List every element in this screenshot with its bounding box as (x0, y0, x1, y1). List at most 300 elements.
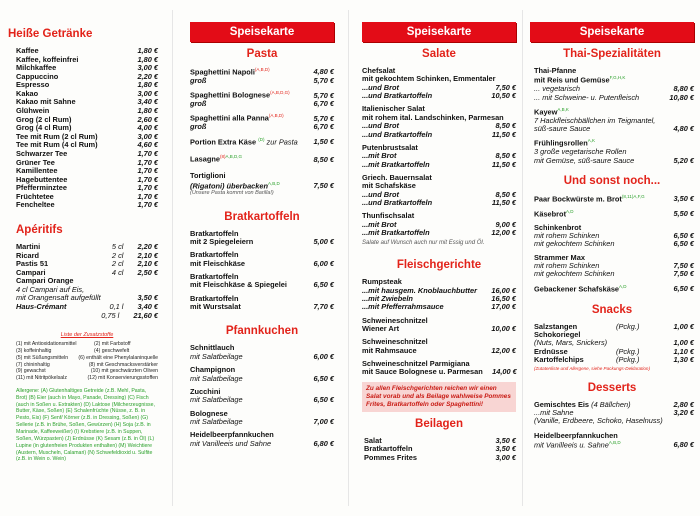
pfann-desc-price: 6,50 € (313, 395, 334, 405)
salad-option-label: ...mit Bratkartoffeln (362, 228, 430, 238)
pfann-desc-label: mit Salatbeilage (190, 395, 243, 405)
additive-row (16, 375, 158, 382)
bockwurst-price: 3,50 € (673, 194, 694, 204)
salate-list (362, 67, 516, 237)
pasta-large (190, 123, 334, 131)
haus-cremant-price1: 3,40 € (137, 302, 158, 311)
tortiglioni-price: 7,50 € (313, 181, 334, 191)
drink-item-label: Früchtetee (16, 191, 54, 201)
bratkartoffeln-title: Bratkartoffeln (224, 210, 300, 223)
snack-name: Salzstangen (534, 321, 578, 331)
fleisch-item (362, 317, 516, 334)
strammer-option (534, 270, 694, 278)
drink-item-price: 4,60 € (137, 140, 158, 150)
portion-cheese: Portion Extra Käse (190, 137, 257, 147)
pfann-item (190, 344, 334, 361)
additive: (8) mit Geschmacksverstärker (88, 361, 158, 368)
strammer-max-options (534, 262, 694, 279)
brat-desc-price: 6,00 € (313, 258, 334, 268)
beilagen-title: Beilagen (415, 417, 463, 430)
aperitifs-list (16, 243, 158, 277)
rumpsteak-option-price: 16,50 € (491, 293, 516, 303)
salad-option-price: 7,50 € (495, 82, 516, 92)
pasta-large-label: groß (190, 75, 207, 85)
drink-item-price: 1,70 € (137, 191, 158, 201)
thai-pfanne-item: Thai-Pfanne mit Reis und Gemüse$^{F,G,H,K}$ ... vegetarisch 8,80 € ... mit Schweine- u. Putenfleisch 10,80 € (534, 65, 694, 102)
hot-drinks-list (16, 47, 158, 210)
drink-item-label: Kamillentee (16, 166, 58, 176)
snacks-note: (Zutatenliste und Allergene, siehe Packungs-Deklaration) (534, 366, 651, 372)
rumpsteak-option-label: ...mit hausgem. Knoblauchbutter (362, 285, 477, 295)
pasta-name: Spaghettini alla Panna (190, 113, 269, 123)
strammer-max-name: Strammer Max (534, 252, 585, 262)
salad-option-price: 11,50 € (491, 129, 516, 139)
aperitif-price: 2,10 € (137, 259, 158, 269)
pfannkuchen-list (190, 344, 334, 448)
aperitif-volume: 2 cl (111, 250, 124, 260)
thai-pfanne-desc: mit Reis und Gemüse (534, 75, 610, 85)
aperitif-name: Campari (16, 267, 46, 277)
thai-option-price: 8,80 € (673, 84, 694, 94)
rumpsteak-name: Rumpsteak (362, 277, 402, 287)
beilage-item-price: 3,50 € (495, 444, 516, 454)
drink-item-price: 1,80 € (137, 54, 158, 64)
drink-item-label: Kakao (16, 88, 39, 98)
pasta-allergens: (A,B,D) (254, 66, 270, 72)
pasta-large-price: 6,70 € (313, 99, 334, 108)
column-pasta: Speisekarte Pasta Spaghettini Napoli$^{(A,B,D)}$ 4,80 € groß 5,70 € Spaghettini Bolognese$^{(A,B,D,G)}$ 5,70 € groß 6,70 € Spaghettini alla Panna$^{(A,B,D)}$ 5,70 € groß 6,70 € Portion Extra Käse $^{(D)}$ zur Pasta 1,50 € Lasagne$^{(8)A,B,D,G}$ 8,50 € Tortiglioni (Rigatoni) überbacken$^{A,B,D}$ 7,50 € (Unsere Pasta kommt von Barilla!) Bratkartoffeln Bratkartoffeln mit 2 Spiegeleiern 5,00 € Bratkartoffeln mit Fleischkäse 6,00 € Bratkartoffeln mit Fleischkäse & Spiegelei 6,50 € Bratkartoffeln mit Wurstsalat 7,70 € Pfannkuchen Schnittlauch mit Salatbeilage 6,00 € Champignon mit Salatbeilage 6,50 € Zucchini mit Salatbeilage 6,50 € Bolognese mit Salatbeilage 7,00 € Heidelbeerpfannkuchen mit Vanilleeis und Sahne 6,80 € (176, 0, 344, 516)
additive: (6) enthält eine Phenylalaninquelle (78, 354, 158, 361)
brat-desc-price: 6,50 € (313, 280, 334, 290)
brat-desc-label: mit Fleischkäse (190, 258, 246, 268)
schinkenbrot-option-label: mit gekochtem Schinken (534, 239, 615, 249)
snack-price: 1,00 € (673, 321, 694, 331)
salad-desc: mit gekochtem Schinken, Emmentaler (362, 74, 496, 84)
spring-rolls-price: 5,20 € (673, 155, 694, 165)
campari-orange-name: Campari Orange (16, 276, 74, 286)
pasta-allergens: (A,B,D,G) (270, 90, 290, 96)
desserts-title: Desserts (587, 381, 637, 394)
sonst-title: Und sonst noch... (563, 174, 661, 187)
fleisch-desc-price: 12,00 € (491, 345, 516, 355)
fleisch-name: Schweineschnitzel (362, 337, 428, 347)
schinkenbrot-option (534, 240, 694, 248)
salad-option (362, 131, 516, 139)
schinkenbrot-option-price: 6,50 € (673, 230, 694, 240)
column-divider (348, 10, 349, 506)
rumpsteak-option-price: 16,00 € (491, 285, 516, 295)
salad-item (362, 212, 516, 237)
campari-orange-item (16, 277, 158, 320)
salad-option-label: ...mit Brot (362, 151, 397, 161)
salad-option-label: ...und Brot (362, 189, 399, 199)
bratkartoffeln-list (190, 230, 334, 312)
pfann-desc-label: mit Salatbeilage (190, 351, 243, 361)
lasagne-price: 8,50 € (313, 154, 334, 164)
column-drinks (0, 0, 172, 516)
mixed-ice-note: (4 Bällchen) (591, 399, 631, 409)
salad-item (362, 105, 516, 138)
pasta-title: Pasta (246, 48, 278, 60)
salad-option-price: 10,50 € (491, 91, 516, 101)
salad-option-label: ...und Bratkartoffeln (362, 91, 433, 101)
drink-item-price: 1,80 € (137, 106, 158, 116)
drink-item-price: 3,00 € (137, 88, 158, 98)
aperitif-price: 2,20 € (137, 241, 158, 251)
pfann-desc-label: mit Salatbeilage (190, 416, 243, 426)
campari-orange-price: 3,50 € (137, 293, 158, 303)
aperitif-right (112, 269, 158, 278)
campari-orange-desc2: mit Orangensaft aufgefüllt (16, 293, 101, 303)
aperitif-name: Martini (16, 241, 41, 251)
drink-item-label: Espresso (16, 80, 50, 90)
spring-rolls-desc1: 3 große vegetarische Rollen (534, 147, 627, 157)
snack-name: Kartoffelchips (534, 355, 584, 365)
rumpsteak-options (362, 287, 516, 312)
pasta-item (190, 113, 334, 131)
salad-desc: mit Schafskäse (362, 181, 416, 191)
rumpsteak-item (362, 278, 516, 311)
brat-desc-label: mit 2 Spiegeleiern (190, 236, 254, 246)
fleisch-desc-price: 10,00 € (491, 324, 516, 333)
brat-item (190, 295, 334, 312)
salad-desc: mit rohem ital. Landschinken, Parmesan (362, 112, 504, 122)
thai-option-price: 10,80 € (669, 92, 694, 102)
schinkenbrot-name: Schinkenbrot (534, 222, 582, 232)
pasta-price: 4,80 € (313, 67, 334, 77)
salad-item (362, 174, 516, 207)
pfann-name: Zucchini (190, 386, 221, 396)
rumpsteak-option (362, 303, 516, 311)
brat-desc (190, 238, 334, 246)
brat-desc-price: 5,00 € (313, 236, 334, 246)
tortiglioni-name: Tortiglioni (190, 171, 226, 181)
drink-item-price: 1,70 € (137, 200, 158, 210)
fleisch-desc (362, 368, 516, 376)
salad-name: Griech. Bauernsalat (362, 172, 432, 182)
pfann-desc (190, 440, 334, 448)
snack-price: 1,00 € (673, 338, 694, 348)
pfann-desc-price: 6,50 € (313, 373, 334, 383)
salad-name: Italienischer Salat (362, 104, 425, 114)
drink-item-label: Fencheltee (16, 200, 55, 210)
strammer-option-price: 7,50 € (673, 269, 694, 279)
thai-option-label: ... mit Schweine- u. Putenfleisch (534, 92, 640, 102)
meat-side-note: Zu allen Fleischgerichten reichen wir einen Salat vorab und als Beilage wahlweise Pommes Frites, Bratkartoffeln oder Spaghettini! (362, 382, 516, 412)
pasta-price: 5,70 € (313, 90, 334, 100)
portion-cheese-note: zur Pasta (266, 137, 298, 147)
haus-cremant-price2: 21,60 € (133, 310, 158, 320)
menu-banner: Speisekarte (530, 22, 694, 42)
salad-name: Chefsalat (362, 65, 396, 75)
salad-option-price: 11,50 € (491, 198, 516, 208)
tortiglioni-desc: (Rigatoni) überbacken (190, 181, 269, 191)
schinkenbrot-options (534, 232, 694, 249)
haus-cremant-vol2: 0,75 l (101, 310, 120, 320)
strammer-option-label: mit gekochtem Schinken (534, 269, 615, 279)
drink-item-price: 1,70 € (137, 166, 158, 176)
salad-option-label: ...mit Brot (362, 219, 397, 229)
fleisch-name: Schweineschnitzel Parmigiana (362, 359, 470, 369)
pfann-item (190, 410, 334, 427)
pfann-name: Schnittlauch (190, 343, 235, 353)
salate-title: Salate (422, 48, 456, 60)
additive-row (16, 362, 158, 369)
schafskaese-name: Gebackener Schafskäse (534, 284, 620, 294)
brat-desc (190, 281, 334, 289)
drink-item (16, 201, 158, 210)
snack-name: Erdnüsse (534, 346, 568, 356)
pasta-price: 5,70 € (313, 113, 334, 123)
fleisch-name: Schweineschnitzel (362, 315, 428, 325)
drink-item-label: Milchkaffee (16, 63, 57, 73)
pasta-item (190, 90, 334, 108)
drink-item-price: 1,70 € (137, 174, 158, 184)
drink-item-label: Grog (4 cl Rum) (16, 123, 72, 133)
thai-option-label: ... vegetarisch (534, 84, 581, 94)
fleisch-desc-label: mit Rahmsauce (362, 345, 417, 355)
mixed-ice-price: 2,80 € (673, 399, 694, 409)
brat-desc (190, 303, 334, 311)
salad-option (362, 161, 516, 169)
aperitif-name: Pastis 51 (16, 259, 49, 269)
campari-orange-desc1: 4 cl Campari auf Eis, (16, 284, 85, 294)
drink-item-price: 4,00 € (137, 123, 158, 133)
thai-option (534, 94, 694, 102)
aperitif-volume: 2 cl (111, 259, 124, 269)
salad-option-price: 8,50 € (495, 121, 516, 131)
thai-pfanne-options (534, 85, 694, 102)
thai-pfanne-name: Thai-Pfanne (534, 65, 577, 75)
lasagne-name: Lasagne (190, 154, 220, 164)
menu-banner: Speisekarte (190, 22, 334, 42)
kayew-price: 4,80 € (673, 124, 694, 134)
pfann-name: Champignon (190, 365, 236, 375)
snack-price: 1,30 € (673, 355, 694, 365)
aperitif-price: 2,10 € (137, 250, 158, 260)
pfann-item (190, 431, 334, 448)
drink-item-label: Glühwein (16, 106, 50, 116)
drink-item-label: Schwarzer Tee (16, 148, 68, 158)
kayew-name: Kayew (534, 107, 558, 117)
beilagen-list (362, 437, 516, 462)
salad-option (362, 92, 516, 100)
additive-row (16, 341, 158, 348)
additives-title: Liste der Zusatzstoffe (60, 332, 114, 339)
mixed-ice-cream-price: 3,20 € (673, 407, 694, 417)
brat-desc-price: 7,70 € (313, 302, 334, 312)
snacks-list (530, 323, 694, 365)
salad-option (362, 199, 516, 207)
salad-option-price: 8,50 € (495, 151, 516, 161)
pasta-large-label: groß (190, 99, 207, 108)
beilage-item-label: Salat (364, 435, 382, 445)
pfann-desc (190, 375, 334, 383)
additive: (2) mit Farbstoff (94, 341, 131, 348)
snacks-title: Snacks (591, 303, 633, 316)
salad-item (362, 67, 516, 100)
additives-list (16, 341, 158, 382)
drink-item-label: Tee mit Rum (4 cl Rum) (16, 140, 98, 150)
schinkenbrot-option-label: mit rohem Schinken (534, 230, 600, 240)
drink-item-label: Pfefferminztee (16, 183, 67, 193)
schinkenbrot-option-price: 6,50 € (673, 239, 694, 249)
kayew-desc1: 7 Hackfleischbällchen im Teigmantel, (534, 115, 656, 125)
strammer-option-price: 7,50 € (673, 261, 694, 271)
additive: (5) mit Süßungsmitteln (16, 354, 69, 361)
salad-name: Putenbrustsalat (362, 142, 418, 152)
drink-item-price: 2,20 € (137, 71, 158, 81)
beilage-item-label: Bratkartoffeln (364, 444, 413, 454)
additive: (12) mit Konservierungsstoffen (87, 375, 158, 382)
brat-name: Bratkartoffeln (190, 228, 239, 238)
kayew-item: Kayew$^{A,B,K}$ 7 Hackfleischbällchen im Teigmantel, süß-saure Sauce 4,80 € (534, 106, 694, 134)
aperitif-volume: 5 cl (111, 241, 124, 251)
pfann-item (190, 366, 334, 383)
drink-item-label: Kaffee (16, 45, 39, 55)
drink-item-label: Hagebuttentee (16, 174, 68, 184)
mixed-ice-flavors: (Vanille, Erdbeere, Schoko, Haselnuss) (534, 416, 663, 426)
pfann-name: Bolognese (190, 408, 228, 418)
drink-item-label: Kakao mit Sahne (16, 97, 76, 107)
snack-left (534, 356, 639, 364)
drink-item-label: Cappuccino (16, 71, 59, 81)
brat-desc (190, 260, 334, 268)
tortiglioni-note: (Unsere Pasta kommt von Barilla!) (190, 190, 274, 197)
schafskaese-price: 6,50 € (673, 284, 694, 294)
heidel-dessert-name: Heidelbeerpfannkuchen (534, 430, 618, 440)
brat-name: Bratkartoffeln (190, 272, 239, 282)
pfannkuchen-title: Pfannkuchen (225, 325, 299, 338)
pfann-desc (190, 353, 334, 361)
fleisch-item (362, 360, 516, 377)
pfann-desc-price: 6,00 € (313, 351, 334, 361)
brat-item (190, 230, 334, 247)
drink-item-label: Tee mit Rum (2 cl Rum) (16, 131, 98, 141)
haus-cremant-name: Haus-Crémant (16, 302, 67, 311)
column-divider (522, 10, 523, 506)
brat-item (190, 251, 334, 268)
heidel-dessert-desc: mit Vanilleeis u. Sahne (534, 440, 609, 450)
spring-rolls-item: Frühlingsrollen$^{A,K}$ 3 große vegetarische Rollen mit Gemüse, süß-saure Sauce 5,20 € (534, 138, 694, 165)
brat-name: Bratkartoffeln (190, 250, 239, 260)
brat-name: Bratkartoffeln (190, 293, 239, 303)
pasta-item (190, 67, 334, 85)
salad-option-price: 11,50 € (491, 159, 516, 169)
drink-item-price: 2,60 € (137, 114, 158, 124)
kaesebrot-name: Käsebrot (534, 209, 567, 219)
additive: (7) chininhaltig (16, 361, 50, 368)
aperitifs-title: Apéritifs (16, 223, 63, 236)
thai-title: Thai-Spezialitäten (563, 48, 661, 60)
salad-option-price: 9,00 € (495, 219, 516, 229)
fleisch-desc (362, 325, 516, 333)
fleisch-desc-label: Wiener Art (362, 324, 400, 333)
drink-item-label: Grog (2 cl Rum) (16, 114, 72, 124)
rumpsteak-option-price: 17,00 € (491, 302, 516, 312)
rumpsteak-option-label: ...mit Pfefferrahmsauce (362, 302, 444, 312)
salad-note: Salate auf Wunsch auch nur mit Essig und Öl. (362, 240, 485, 247)
brat-desc-label: mit Fleischkäse & Spiegelei (190, 280, 287, 290)
brat-desc-label: mit Wurstsalat (190, 302, 241, 312)
pfann-item (190, 388, 334, 405)
snack-name: (Nuts, Mars, Snickers) (534, 338, 608, 348)
pasta-row (190, 90, 334, 100)
additive: (10) mit geschwärzten Oliven (90, 368, 158, 375)
pasta-large-label: groß (190, 122, 207, 132)
drink-item-price: 1,80 € (137, 80, 158, 90)
additive: (9) gewachst (16, 368, 46, 375)
heidel-dessert-price: 6,80 € (673, 440, 694, 450)
snack-unit: (Pckg.) (616, 346, 640, 356)
fleisch-list (362, 317, 516, 377)
salad-option-label: ...und Bratkartoffeln (362, 129, 433, 139)
pasta-list (190, 67, 334, 132)
snack-unit: (Pckg.) (616, 321, 640, 331)
column-salads (352, 0, 522, 516)
hot-drinks-title: Heiße Getränke (8, 28, 93, 40)
salad-option-price: 8,50 € (495, 189, 516, 199)
allergens-text: Allergene: (A) Glutenhaltiges Getreide (z.B. Mehl, Pasta, Brot) (B) Eier (auch in Mayo, Panade, Dressing) (C) Fisch (auch in Soßen u. Extrakten) (D) Laktose (Milcherzeugnisse, Butter, Käse, Soßen) (E) Schalenfrüchte (Nüsse, z. B. in Pesto, Eis) (F) Senf/ Körner (z.B. in Dressing, Soßen) (G) Sellerie (z.B. in Brühe, Soßen, Gewürzen) (H) Soja (z.B. in Marinade, Kaffeeweißer) (I) Krebstiere (z.B. in Suppen, Soßen, Würzpasten) (J) Erdnüsse (K) Sesam (z.B. in Öl) (L) Lupine (in glutenfreien Produkten enthalten) (M) Weichtiere (Austern, Muscheln, Calamari) (N) Schwefeldioxid u. Sulfite (z.B. in Wein o. Wein) (16, 387, 155, 463)
pasta-large (190, 77, 334, 85)
kayew-desc2: süß-saure Sauce (534, 124, 591, 134)
pasta-row (190, 67, 334, 77)
drink-item-price: 1,70 € (137, 183, 158, 193)
salad-option-label: ...und Bratkartoffeln (362, 198, 433, 208)
aperitif-price: 2,50 € (137, 267, 158, 277)
kaesebrot-price: 5,50 € (673, 209, 694, 219)
strammer-option-label: mit rohem Schinken (534, 261, 600, 271)
drink-item-price: 1,70 € (137, 157, 158, 167)
salad-option-label: ...und Brot (362, 82, 399, 92)
pfann-desc (190, 396, 334, 404)
pfann-name: Heidelbeerpfannkuchen (190, 430, 274, 440)
bockwurst-name: Paar Bockwürste m. Brot (534, 194, 622, 204)
portion-cheese-price: 1,50 € (313, 137, 334, 147)
drink-item-price: 1,80 € (137, 45, 158, 55)
fleisch-title: Fleischgerichte (396, 259, 482, 272)
salad-option-price: 12,00 € (491, 228, 516, 238)
pasta-allergens: (A,B,D) (268, 113, 284, 119)
haus-cremant-vol1: 0,1 l (109, 302, 124, 311)
salad-item (362, 144, 516, 169)
pfann-desc-label: mit Vanilleeis und Sahne (190, 438, 272, 448)
mixed-ice-cream-opt: ...mit Sahne (534, 407, 574, 417)
drink-item-price: 1,70 € (137, 148, 158, 158)
drink-item-label: Kaffee, koffeinfrei (16, 54, 79, 64)
beilage-item-price: 3,50 € (495, 435, 516, 445)
beilage-item-price: 3,00 € (495, 452, 516, 462)
pasta-large-price: 6,70 € (313, 122, 334, 132)
pfann-desc-price: 6,80 € (313, 438, 334, 448)
aperitif-name: Ricard (16, 250, 40, 260)
drink-item-price: 3,00 € (137, 63, 158, 73)
aperitif-volume: 4 cl (111, 267, 124, 277)
salad-name: Thunfischsalat (362, 211, 415, 221)
pasta-large (190, 100, 334, 108)
menu-banner: Speisekarte (362, 22, 516, 42)
additive: (4) geschwefelt (94, 348, 130, 355)
salad-option-label: ...mit Bratkartoffeln (362, 159, 430, 169)
pasta-name: Spaghettini Bolognese (190, 90, 271, 100)
pfann-desc-price: 7,00 € (313, 416, 334, 426)
beilage-item-label: Pommes Frites (364, 452, 417, 462)
column-thai: Speisekarte Thai-Spezialitäten Thai-Pfanne mit Reis und Gemüse$^{F,G,H,K}$ ... vegetarisch 8,80 € ... mit Schweine- u. Putenfleisch 10,80 € Kayew$^{A,B,K}$ 7 Hackfleischbällchen im Teigmantel, süß-saure Sauce 4,80 € Frühlingsrollen$^{A,K}$ 3 große vegetarische Rollen mit Gemüse, süß-saure Sauce 5,20 € Und sonst noch... Paar Bockwürste m. Brot$^{(8,11)A,F,G}$ 3,50 € Käsebrot$^{A,D}$ 5,50 € Schinkenbrot mit rohem Schinken 6,50 € mit gekochtem Schinken 6,50 € Strammer Max mit rohem Schinken 7,50 € mit gekochtem Schinken 7,50 € Gebackener Schafskäse$^{A,D}$ 6,50 € Snacks Salzstangen (Pckg.) 1,00 € Schokoriegel (Nuts, Mars, Snickers) 1,00 € Erdnüsse (Pckg.) 1,10 € Kartoffelchips (Pckg.) 1,30 € (Zutatenliste und Allergene, siehe Packungs-Deklaration) Desserts Gemischtes Eis (4 Bällchen) 2,80 € ...mit Sahne 3,20 € (Vanille, Erdbeere, Schoko, Haselnuss) Heidelbeerpfannkuchen mit Vanilleeis u. Sahne$^{A,B,D}$ 6,80 € (524, 0, 700, 516)
mixed-ice-name: Gemischtes Eis (534, 399, 590, 409)
pasta-row (190, 113, 334, 123)
drink-item-price: 3,00 € (137, 131, 158, 141)
pasta-large-price: 5,70 € (313, 75, 334, 85)
